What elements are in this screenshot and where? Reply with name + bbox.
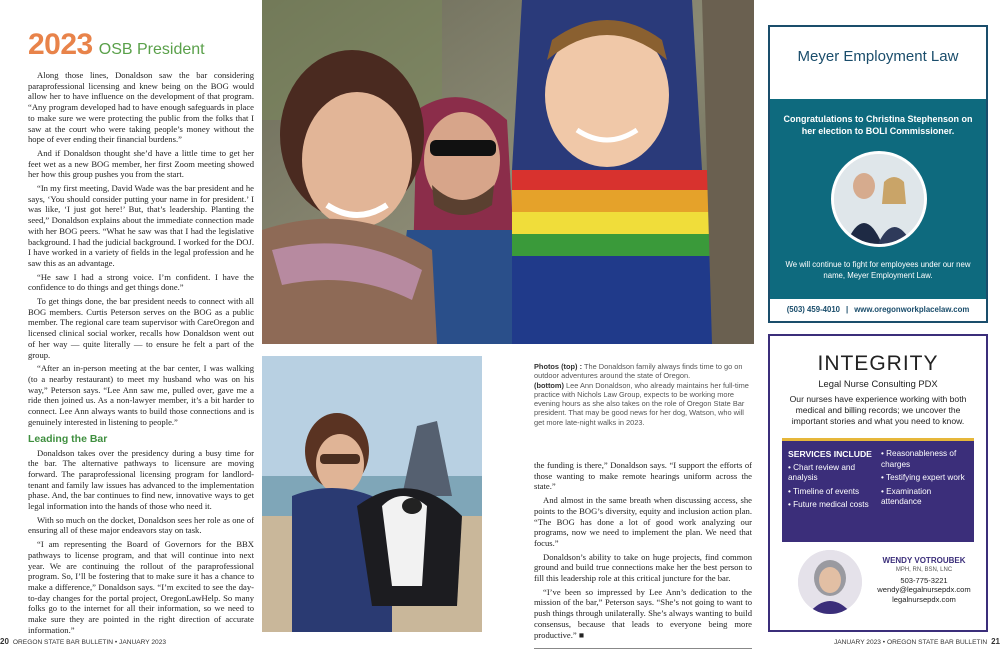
services-right-column [881,449,968,534]
article-body-1 [28,70,254,428]
paragraph: the funding is there,” Donaldson says. “I support the efforts of those wanting to make remote hearings uniform across the state.” [534,460,752,492]
section-heading: Leading the Bar [28,432,108,445]
left-article-column [28,28,254,634]
footer-left [0,637,166,646]
paragraph: “In my first meeting, David Wade was the bar president and he says, ‘You should consider putting your name in for president.’ I was like, ‘I just got here!’ But, that’s leadership. Planting the seed,” Donaldson explains about the immediate connection made with her BOG peers. “What he saw was that I had the legislative background. I had the judicial background. I worked for the DOJ. I have worked in a variety of fields in the legal profession and he saw this as an advantage. [28,183,254,268]
contact-email-link[interactable]: wendy@legalnursepdx.com [877,585,971,595]
ad-phone: (503) 459-4010 [786,304,841,314]
caption-top-label: Photos (top) : [534,362,583,371]
beach-dog-photo [262,356,482,632]
photo-caption [534,362,752,427]
ad-firm-name: Meyer Employment Law [797,47,959,65]
paragraph: Donaldson’s ability to take on huge projects, find common ground and build true connections make her the best person to fill this leadership role at this critical juncture for the bar. [534,551,752,584]
caption-bottom-label: (bottom) [534,380,564,390]
service-item: • Future medical costs [788,500,869,510]
ad-separator: | [846,304,849,314]
meyer-employment-law-ad[interactable] [768,25,988,323]
service-item: • Reasonableness of charges [881,449,957,469]
family-selfie-photo [262,0,754,344]
article-body-continued [534,460,752,649]
article-title [28,28,254,62]
title-subtitle: OSB President [98,41,205,58]
ad-congrats-text: Congratulations to Christina Stephenson on her election to BOLI Commissioner. [783,114,973,136]
ad-website-link[interactable]: www.oregonworkplacelaw.com [854,304,970,314]
ad-intro-text: Our nurses have experience working with both medical and billing records; we uncover the important stories and what you need to know. [789,394,967,426]
service-item: • Examination attendance [881,486,932,507]
integrity-legal-nurse-ad[interactable] [768,334,988,632]
contact-phone: 503-775-3221 [900,575,948,585]
ad-company-subtitle: Legal Nurse Consulting PDX [818,378,938,389]
footer-left-text: OREGON STATE BAR BULLETIN • JANUARY 2023 [12,639,167,646]
service-item: • Testifying expert work [881,473,965,483]
paragraph: “After an in-person meeting at the bar center, I was walking (to a nearby restaurant) to meet my husband who was on his way,” Peterson says. “Lee Ann saw me, pulled over, gave me a ride then joined us. As a non-lawyer member, it’s a bit harder to connect. Lee Ann always wants to build those connections and is genuinely interested in listening to people.” [28,363,254,427]
attorneys-photo [831,151,927,247]
caption-top-text: The Donaldson family always finds time to go on outdoor adventures around the state of Oregon. [534,362,743,381]
caption-bottom-text: Lee Ann Donaldson, who already maintains her full-time practice with Nichols Law Group, expects to be working more evening hours as she also takes on the role of Oregon State Bar president. That may be good news for her dog, Watson, who will get more late-night walks in 2023. [534,380,749,427]
paragraph: With so much on the docket, Donaldson sees her role as one of ensuring all of these major endeavors stay on task. [28,514,254,536]
article-body-2 [28,448,254,635]
services-box [782,438,974,542]
paragraph: “I’ve been so impressed by Lee Ann’s dedication to the mission of the bar,” Peterson says. “She’s not going to want to push things through unilaterally. She’s always wanting to build consensus, because that leads to everyone being more productive.” ■ [534,586,752,640]
ad-fight-text: We will continue to fight for employees under our new name, Meyer Employment Law. [785,260,971,280]
contact-credentials: MPH, RN, BSN, LNC [895,566,953,573]
ad-contact-bar [770,297,986,321]
page-number-left: 20 [0,637,9,646]
ad-contact-info [868,556,980,605]
nurse-portrait [798,550,862,614]
title-year: 2023 [28,28,93,61]
page-number-right: 21 [991,637,1000,646]
paragraph: Along those lines, Donaldson saw the bar considering paraprofessional licensing and knew being on the BOG would allow her to have influence on the development of that program. “Any program developed had to have enough safeguards in place to make sure we were protecting the public from the folks that I saw at the court who were taking people’s money without the hope of ever ending their financial burdens.” [28,70,254,145]
services-title: SERVICES INCLUDE [788,449,872,459]
paragraph: And almost in the same breath when discussing access, she points to the BOG’s diversity, equity and inclusion action plan. “The BOG has done a lot of good work analyzing our programs, now we need to implement the plan. We need that focus.” [534,495,752,548]
contact-name: WENDY VOTROUBEK [882,556,966,565]
services-left-column [788,449,875,534]
contact-website-link[interactable]: legalnursepdx.com [892,595,956,605]
paragraph: And if Donaldson thought she’d have a little time to get her feet wet as a new BOG member, her first Zoom meeting showed her how this group pushes you from the start. [28,147,254,180]
paragraph: To get things done, the bar president needs to connect with all BOG members. Curtis Peterson serves on the BOG as a public member. The regional care team supervisor with CareOregon and licensed clinical social worker, recalls how Donaldson went out of her way — quite literally — to ensure he felt a part of the group. [28,296,254,360]
paragraph: “I am representing the Board of Governors for the BBX pathways to license program, and that will continue into next year. We are continuing the rollout of the paraprofessional program. So, I’ll be fostering that to make sure it has a chance to make a difference,” Donaldson says. “I’m excited to see the day-to-day changes for the portal project, OregonLawHelp. So many folks go to the internet for all their information, so we need to make sure they are pointed in the right direction of accurate information.” [28,539,254,634]
paragraph: “He saw I had a strong voice. I’m confident. I have the confidence to do things and get things done.” [28,271,254,293]
footer-right [834,637,1000,646]
service-item: • Timeline of events [788,486,860,496]
service-item: • Chart review and analysis [788,462,856,483]
ad-company-name: INTEGRITY [817,352,939,375]
footer-right-text: JANUARY 2023 • OREGON STATE BAR BULLETIN [833,639,988,646]
paragraph: Donaldson takes over the presidency during a busy time for the bar. The alternative pathways to licensure are moving forward. The paraprofessional licensing program for landlord-tenant and family law issues has advanced to the implementation phase. And, the bar continues to find new, innovative ways to get legal information into the hands of those who need it. [28,447,254,512]
